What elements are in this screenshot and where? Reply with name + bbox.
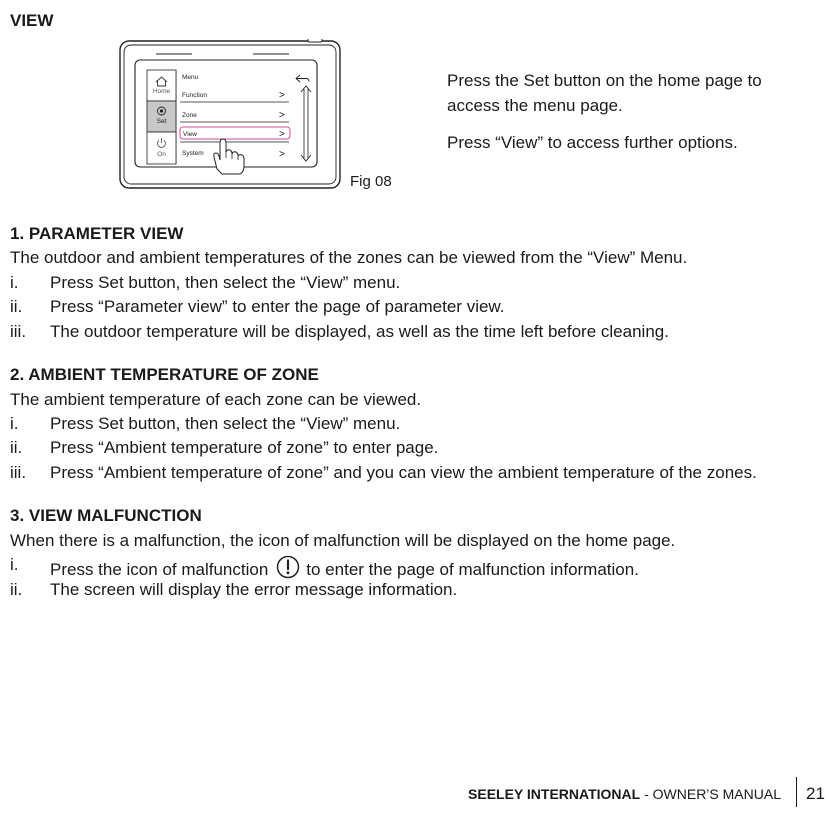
list-number: i. bbox=[10, 273, 19, 292]
menu-item-view[interactable]: View bbox=[183, 131, 197, 138]
menu-item-zone[interactable]: Zone bbox=[182, 112, 197, 119]
section-title-view-malfunction: 3. VIEW MALFUNCTION bbox=[10, 506, 202, 525]
home-label: Home bbox=[152, 88, 171, 95]
set-button[interactable] bbox=[147, 101, 176, 132]
list-number: iii. bbox=[10, 322, 27, 341]
list-item: Press “Ambient temperature of zone” and you can view the ambient temperature of the zones. bbox=[50, 463, 757, 482]
menu-item-system-arrow: > bbox=[279, 149, 285, 160]
section-lead: When there is a malfunction, the icon of malfunction will be displayed on the home page. bbox=[10, 531, 676, 550]
list-item: Press “Parameter view” to enter the page of parameter view. bbox=[50, 297, 505, 316]
section-lead: The ambient temperature of each zone can be viewed. bbox=[10, 390, 422, 409]
list-item: The screen will display the error message information. bbox=[50, 580, 458, 599]
figure-label: Fig 08 bbox=[350, 173, 392, 190]
list-number: i. bbox=[10, 555, 19, 574]
section-title-ambient-temperature: 2. AMBIENT TEMPERATURE OF ZONE bbox=[10, 365, 319, 384]
list-item: Press Set button, then select the “View” menu. bbox=[50, 273, 401, 292]
menu-item-function-arrow: > bbox=[279, 90, 285, 101]
list-number: i. bbox=[10, 414, 19, 433]
section-title-parameter-view: 1. PARAMETER VIEW bbox=[10, 224, 184, 243]
menu-item-system[interactable]: System bbox=[182, 150, 204, 157]
list-number: ii. bbox=[10, 297, 23, 316]
intro-paragraph-1: Press the Set button on the home page to access the menu page. bbox=[447, 71, 762, 115]
section-lead: The outdoor and ambient temperatures of the zones can be viewed from the “View” Menu. bbox=[10, 248, 688, 267]
list-item-text-before: Press the icon of malfunction bbox=[50, 560, 269, 579]
malfunction-icon bbox=[276, 555, 300, 579]
page-heading: VIEW bbox=[10, 11, 54, 30]
menu-title: Menu bbox=[182, 74, 199, 81]
page-number: 21 bbox=[806, 784, 825, 803]
on-button[interactable] bbox=[147, 132, 176, 164]
controller-figure bbox=[118, 39, 342, 191]
list-number: iii. bbox=[10, 463, 27, 482]
list-item-text-after: to enter the page of malfunction information. bbox=[306, 560, 639, 579]
list-item: Press “Ambient temperature of zone” to enter page. bbox=[50, 438, 439, 457]
footer-text bbox=[468, 786, 781, 802]
set-label: Set bbox=[156, 118, 167, 125]
list-item: Press Set button, then select the “View” menu. bbox=[50, 414, 401, 433]
list-number: ii. bbox=[10, 438, 23, 457]
on-label: On bbox=[157, 151, 166, 158]
menu-item-function[interactable]: Function bbox=[182, 92, 207, 99]
footer-brand: SEELEY INTERNATIONAL bbox=[468, 786, 641, 802]
footer-divider bbox=[796, 777, 797, 807]
footer-suffix: - OWNER’S MANUAL bbox=[640, 786, 781, 802]
list-item: The outdoor temperature will be displayed, as well as the time left before cleaning. bbox=[50, 322, 669, 341]
intro-paragraph-2: Press “View” to access further options. bbox=[447, 133, 738, 152]
home-button[interactable] bbox=[147, 70, 176, 101]
list-item bbox=[50, 555, 639, 580]
list-number: ii. bbox=[10, 580, 23, 599]
menu-item-zone-arrow: > bbox=[279, 110, 285, 121]
menu-item-view-arrow: > bbox=[279, 129, 285, 140]
